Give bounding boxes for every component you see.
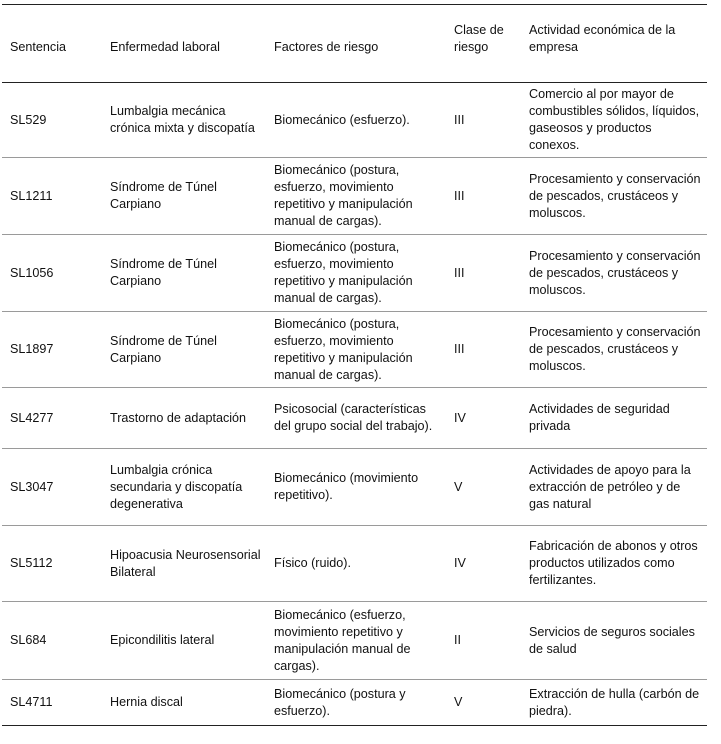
cell-clase: IV [454, 556, 466, 570]
cell-actividad: Actividades de seguridad privada [529, 402, 670, 433]
table-row [2, 83, 707, 158]
header-sentencia: Sentencia [10, 40, 67, 54]
table-row [2, 312, 707, 388]
cell-sentencia: SL4711 [10, 695, 53, 709]
cell-actividad: Servicios de seguros sociales de salud [529, 624, 695, 656]
cell-enfermedad: Trastorno de adaptación [110, 410, 247, 425]
table-row [2, 235, 707, 312]
cell-enfermedad: Epicondilitis lateral [110, 633, 215, 647]
cell-enfermedad: Lumbalgia crónica secundaria y discopatía degenerativa [110, 462, 243, 511]
cell-clase: III [454, 342, 465, 356]
cell-sentencia: SL1211 [10, 188, 53, 203]
cell-sentencia: SL3047 [10, 479, 54, 494]
cell-clase: III [454, 265, 465, 280]
cell-factores: Físico (ruido). [274, 556, 351, 570]
cell-factores: Biomecánico (esfuerzo, movimiento repetitivo y manipulación manual de cargas). [274, 607, 411, 673]
table-row [2, 602, 707, 680]
cell-enfermedad: Síndrome de Túnel Carpiano [110, 257, 217, 288]
cell-clase: IV [454, 410, 466, 425]
header-actividad: Actividad económica de la empresa [529, 23, 676, 54]
cell-factores: Biomecánico (postura, esfuerzo, movimiento repetitivo y manipulación manual de cargas). [274, 163, 413, 228]
table-row [2, 526, 707, 602]
cell-actividad: Procesamiento y conservación de pescados, crustáceos y moluscos. [529, 325, 701, 373]
table-row [2, 388, 707, 449]
cell-sentencia: SL5112 [10, 556, 53, 570]
cell-clase: III [454, 188, 465, 203]
header-factores: Factores de riesgo [274, 40, 379, 54]
cell-clase: V [454, 479, 463, 494]
header-clase: Clase de riesgo [454, 23, 504, 54]
cell-factores: Biomecánico (postura, esfuerzo, movimiento repetitivo y manipulación manual de cargas). [274, 316, 413, 382]
header-enfermedad: Enfermedad laboral [110, 40, 220, 54]
cell-clase: III [454, 112, 465, 127]
cell-sentencia: SL529 [10, 112, 47, 127]
cell-enfermedad: Hipoacusia Neurosensorial Bilateral [110, 547, 261, 579]
cell-sentencia: SL4277 [10, 410, 54, 425]
cell-actividad: Extracción de hulla (carbón de piedra). [529, 686, 700, 718]
cell-actividad: Comercio al por mayor de combustibles sólidos, líquidos, gaseosos y productos conexos. [529, 87, 700, 152]
cell-actividad: Actividades de apoyo para la extracción de petróleo y de gas natural [529, 462, 691, 511]
cell-enfermedad: Lumbalgia mecánica crónica mixta y discopatía [110, 104, 255, 135]
cell-actividad: Procesamiento y conservación de pescados, crustáceos y moluscos. [529, 171, 701, 220]
cell-actividad: Procesamiento y conservación de pescados, crustáceos y moluscos. [529, 248, 701, 297]
cell-factores: Biomecánico (postura y esfuerzo). [274, 686, 406, 718]
table-row [2, 680, 707, 726]
cell-enfermedad: Síndrome de Túnel Carpiano [110, 180, 217, 211]
cell-factores: Biomecánico (postura, esfuerzo, movimiento repetitivo y manipulación manual de cargas). [274, 240, 413, 305]
cell-factores: Biomecánico (movimiento repetitivo). [274, 471, 419, 502]
cell-sentencia: SL684 [10, 633, 47, 647]
occupational-disease-table [2, 4, 707, 726]
table-row [2, 158, 707, 235]
header-row [2, 5, 707, 83]
cell-factores: Biomecánico (esfuerzo). [274, 112, 410, 127]
cell-actividad: Fabricación de abonos y otros productos utilizados como fertilizantes. [529, 539, 698, 587]
cell-sentencia: SL1897 [10, 342, 54, 356]
cell-enfermedad: Hernia discal [110, 695, 183, 709]
cell-sentencia: SL1056 [10, 265, 54, 280]
cell-enfermedad: Síndrome de Túnel Carpiano [110, 333, 217, 365]
cell-clase: II [454, 633, 461, 647]
cell-factores: Psicosocial (características del grupo social del trabajo). [274, 402, 433, 433]
table-body [2, 83, 707, 726]
table-header [2, 5, 707, 83]
cell-clase: V [454, 695, 463, 709]
table-row [2, 449, 707, 526]
